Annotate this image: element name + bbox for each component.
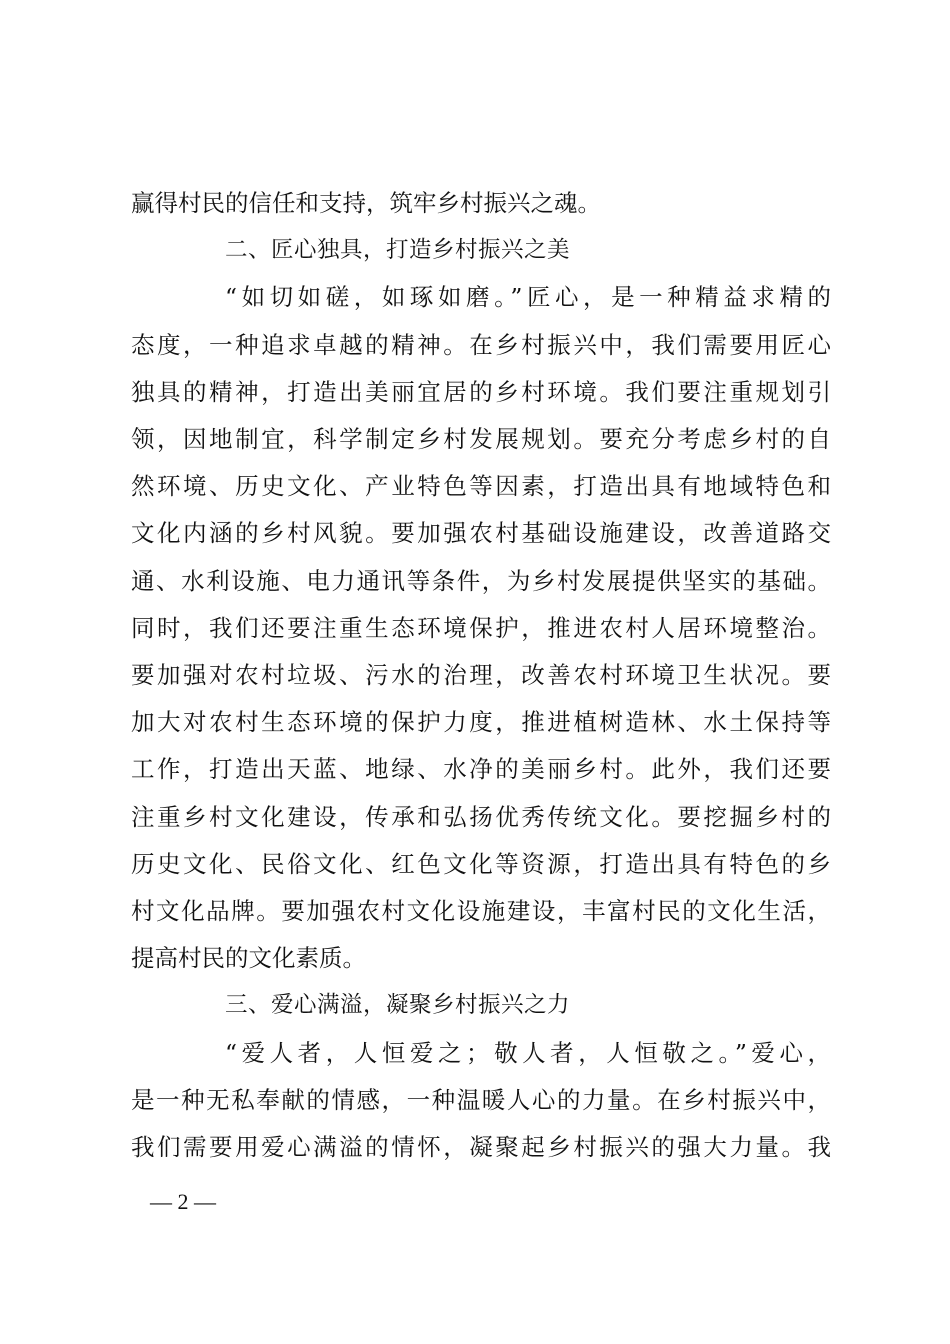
paragraph-line: 提高村民的文化素质。 [131,944,366,973]
paragraph-line: “如切如磋，如琢如磨。”匠心，是一种精益求精的 [225,283,831,312]
section-heading-3: 三、爱心满溢，凝聚乡村振兴之力 [225,992,571,1019]
paragraph-line: “爱人者，人恒爱之；敬人者，人恒敬之。”爱心， [225,1038,831,1067]
section-heading-2: 二、匠心独具，打造乡村振兴之美 [225,237,571,264]
paragraph-line: 工作，打造出天蓝、地绿、水净的美丽乡村。此外，我们还要 [131,755,831,784]
paragraph-line: 同时，我们还要注重生态环境保护，推进农村人居环境整治。 [131,613,831,642]
paragraph-line: 领，因地制宜，科学制定乡村发展规划。要充分考虑乡村的自 [131,425,831,454]
paragraph-line: 独具的精神，打造出美丽宜居的乡村环境。我们要注重规划引 [131,377,831,406]
paragraph-line: 然环境、历史文化、产业特色等因素，打造出具有地域特色和 [131,472,831,501]
paragraph-line: 加大对农村生态环境的保护力度，推进植树造林、水土保持等 [131,708,831,737]
body-text [131,180,831,1171]
paragraph-line: 要加强对农村垃圾、污水的治理，改善农村环境卫生状况。要 [131,661,831,690]
paragraph-line: 通、水利设施、电力通讯等条件，为乡村发展提供坚实的基础。 [131,566,831,595]
paragraph-line: 赢得村民的信任和支持，筑牢乡村振兴之魂。 [131,189,601,217]
paragraph-line: 注重乡村文化建设，传承和弘扬优秀传统文化。要挖掘乡村的 [131,802,831,831]
paragraph-line: 我们需要用爱心满溢的情怀，凝聚起乡村振兴的强大力量。我 [131,1133,831,1162]
page-number: — 2 — [150,1189,216,1214]
paragraph-line: 历史文化、民俗文化、红色文化等资源，打造出具有特色的乡 [131,849,831,878]
paragraph-line: 村文化品牌。要加强农村文化设施建设，丰富村民的文化生活， [131,897,831,926]
paragraph-line: 态度，一种追求卓越的精神。在乡村振兴中，我们需要用匠心 [131,330,831,359]
paragraph-line: 是一种无私奉献的情感，一种温暖人心的力量。在乡村振兴中， [131,1085,831,1114]
paragraph-line: 文化内涵的乡村风貌。要加强农村基础设施建设，改善道路交 [131,519,831,548]
